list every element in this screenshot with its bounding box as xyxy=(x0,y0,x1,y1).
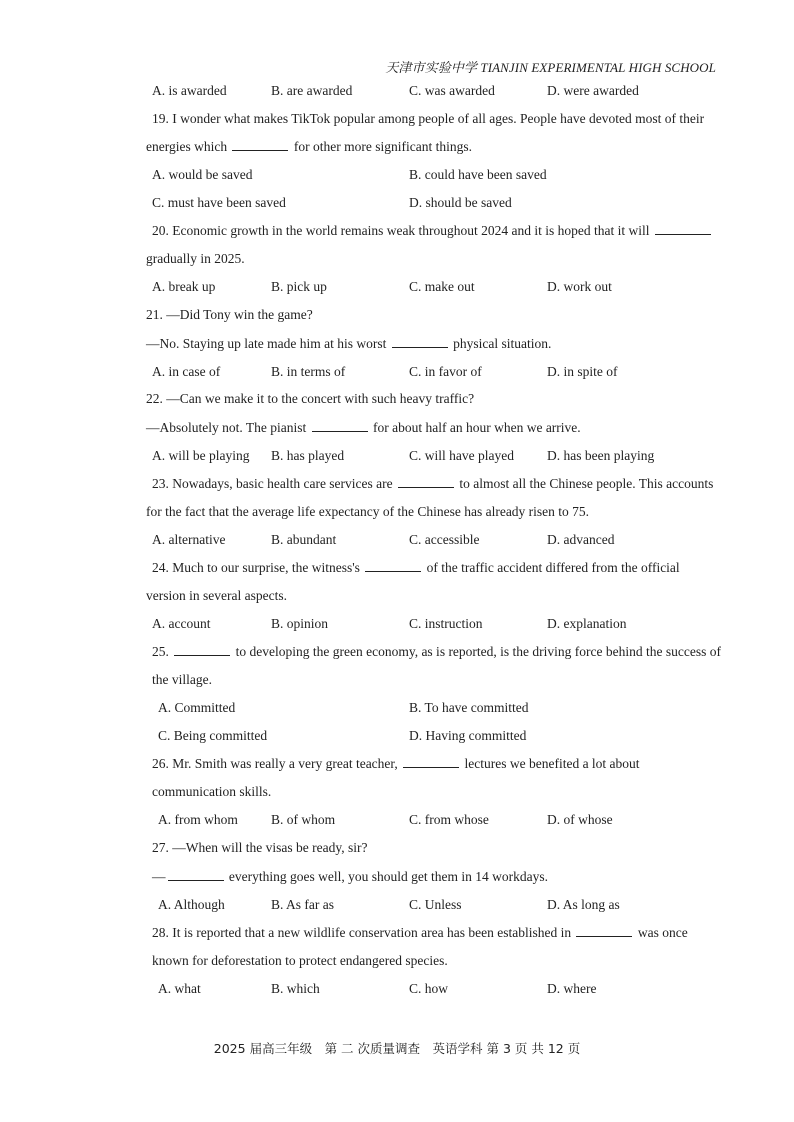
q28-stem-line2: known for deforestation to protect endangered species. xyxy=(152,953,448,968)
q20-option-c[interactable]: C. make out xyxy=(409,279,475,294)
q26-option-b[interactable]: B. of whom xyxy=(271,812,336,827)
q28-option-d[interactable]: D. where xyxy=(547,981,597,996)
q27-stem-line1: 27. —When will the visas be ready, sir? xyxy=(152,840,368,855)
q18-option-d[interactable]: D. were awarded xyxy=(547,83,639,98)
q18-option-a[interactable]: A. is awarded xyxy=(152,83,227,98)
q22-option-d[interactable]: D. has been playing xyxy=(547,448,655,463)
q18-option-b[interactable]: B. are awarded xyxy=(271,83,353,98)
q28-option-c[interactable]: C. how xyxy=(409,981,449,996)
page-footer: 2025 届高三年级 第 二 次质量调查 英语学科 第 3 页 共 12 页 xyxy=(213,1041,581,1056)
q28-option-a[interactable]: A. what xyxy=(158,981,201,996)
q25-stem-line2: the village. xyxy=(152,672,212,687)
q20-option-b[interactable]: B. pick up xyxy=(271,279,327,294)
q27-option-d[interactable]: D. As long as xyxy=(547,897,620,912)
q25-option-d[interactable]: D. Having committed xyxy=(409,728,527,743)
q22-option-a[interactable]: A. will be playing xyxy=(152,448,250,463)
q26-option-a[interactable]: A. from whom xyxy=(158,812,238,827)
q28-option-b[interactable]: B. which xyxy=(271,981,320,996)
q19-stem-line2: energies which for other more significant things. xyxy=(146,139,472,154)
q25-option-b[interactable]: B. To have committed xyxy=(409,700,529,715)
q19-stem-line1: 19. I wonder what makes TikTok popular among people of all ages. People have devoted most of their xyxy=(152,111,705,126)
q26-option-c[interactable]: C. from whose xyxy=(409,812,489,827)
q21-option-b[interactable]: B. in terms of xyxy=(271,364,346,379)
q23-option-c[interactable]: C. accessible xyxy=(409,532,480,547)
q26-stem-line1: 26. Mr. Smith was really a very great teacher, lectures we benefited a lot about xyxy=(152,756,640,771)
q22-option-c[interactable]: C. will have played xyxy=(409,448,514,463)
q23-option-b[interactable]: B. abundant xyxy=(271,532,337,547)
q18-option-c[interactable]: C. was awarded xyxy=(409,83,495,98)
q20-blank xyxy=(655,233,711,235)
q26-blank xyxy=(403,766,459,768)
q24-option-d[interactable]: D. explanation xyxy=(547,616,627,631)
q24-option-c[interactable]: C. instruction xyxy=(409,616,483,631)
q22-stem-line1: 22. —Can we make it to the concert with such heavy traffic? xyxy=(146,391,475,406)
q20-option-a[interactable]: A. break up xyxy=(152,279,216,294)
q19-blank xyxy=(232,149,288,151)
q22-stem-line2: —Absolutely not. The pianist for about half an hour when we arrive. xyxy=(146,420,581,435)
q19-option-d[interactable]: D. should be saved xyxy=(409,195,512,210)
q19-option-b[interactable]: B. could have been saved xyxy=(409,167,547,182)
q28-blank xyxy=(576,935,632,937)
q21-option-c[interactable]: C. in favor of xyxy=(409,364,482,379)
q27-option-b[interactable]: B. As far as xyxy=(271,897,334,912)
q23-blank xyxy=(398,486,454,488)
q23-option-a[interactable]: A. alternative xyxy=(152,532,226,547)
q20-stem-line2: gradually in 2025. xyxy=(146,251,245,266)
q21-option-a[interactable]: A. in case of xyxy=(152,364,221,379)
q23-stem-line2: for the fact that the average life expectancy of the Chinese has already risen to 75. xyxy=(146,504,590,519)
q24-blank xyxy=(365,570,421,572)
q23-stem-line1: 23. Nowadays, basic health care services are to almost all the Chinese people. This accounts xyxy=(152,476,714,491)
q25-option-c[interactable]: C. Being committed xyxy=(158,728,268,743)
school-header: 天津市实验中学 TIANJIN EXPERIMENTAL HIGH SCHOOL xyxy=(385,60,716,75)
q23-option-d[interactable]: D. advanced xyxy=(547,532,615,547)
q21-stem-line1: 21. —Did Tony win the game? xyxy=(146,307,313,322)
q19-option-a[interactable]: A. would be saved xyxy=(152,167,253,182)
q25-blank xyxy=(174,654,230,656)
q24-stem-line1: 24. Much to our surprise, the witness's of the traffic accident differed from the official xyxy=(152,560,680,575)
q27-blank xyxy=(168,879,224,881)
q21-stem-line2: —No. Staying up late made him at his worst physical situation. xyxy=(146,336,552,351)
q22-option-b[interactable]: B. has played xyxy=(271,448,345,463)
q27-stem-line2: — everything goes well, you should get them in 14 workdays. xyxy=(152,869,548,884)
q27-option-c[interactable]: C. Unless xyxy=(409,897,462,912)
q25-stem-line1: 25. to developing the green economy, as is reported, is the driving force behind the success of xyxy=(152,644,721,659)
q28-stem-line1: 28. It is reported that a new wildlife conservation area has been established in was once xyxy=(152,925,688,940)
q21-blank xyxy=(392,346,448,348)
q26-stem-line2: communication skills. xyxy=(152,784,272,799)
q25-option-a[interactable]: A. Committed xyxy=(158,700,236,715)
q24-stem-line2: version in several aspects. xyxy=(146,588,287,603)
q20-stem-line1: 20. Economic growth in the world remains weak throughout 2024 and it is hoped that it will xyxy=(152,223,713,239)
q27-option-a[interactable]: A. Although xyxy=(158,897,225,912)
q24-option-a[interactable]: A. account xyxy=(152,616,211,631)
q24-option-b[interactable]: B. opinion xyxy=(271,616,329,631)
q21-option-d[interactable]: D. in spite of xyxy=(547,364,618,379)
q20-option-d[interactable]: D. work out xyxy=(547,279,612,294)
q22-blank xyxy=(312,430,368,432)
q19-option-c[interactable]: C. must have been saved xyxy=(152,195,286,210)
q26-option-d[interactable]: D. of whose xyxy=(547,812,613,827)
